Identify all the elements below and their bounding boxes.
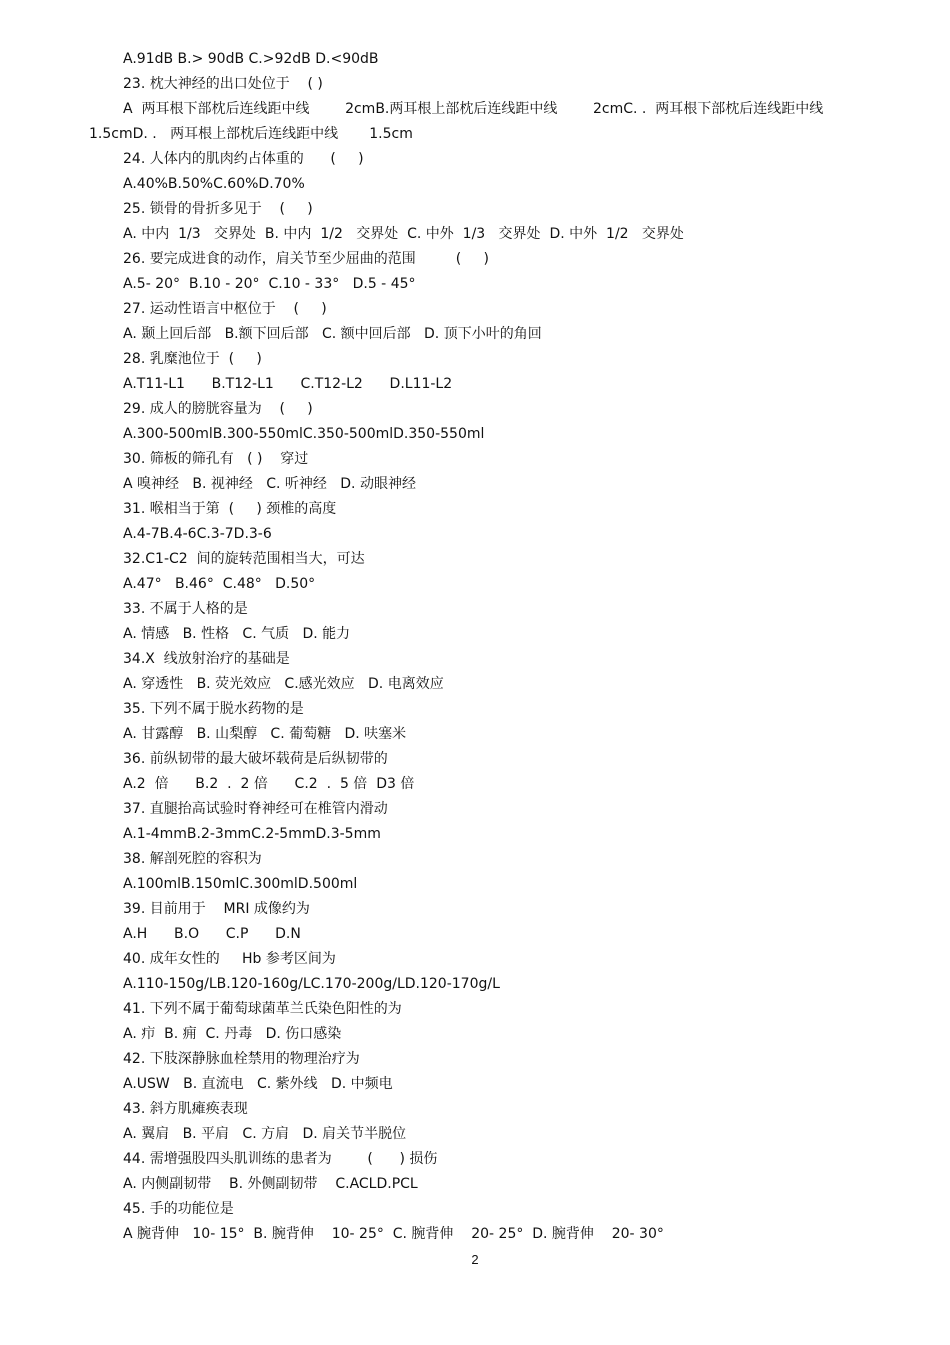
question-38: 38. 解剖死腔的容积为 — [123, 851, 262, 867]
options-34: A. 穿透性 B. 荧光效应 C.感光效应 D. 电离效应 — [123, 676, 444, 692]
options-24: A.40%B.50%C.60%D.70% — [123, 176, 305, 192]
options-35: A. 甘露醇 B. 山梨醇 C. 葡萄糖 D. 呋塞米 — [123, 726, 407, 742]
options-30: A 嗅神经 B. 视神经 C. 听神经 D. 动眼神经 — [123, 476, 416, 492]
question-41: 41. 下列不属于葡萄球菌革兰氏染色阳性的为 — [123, 1001, 402, 1017]
question-27: 27. 运动性语言中枢位于 ( ) — [123, 301, 327, 317]
question-24: 24. 人体内的肌肉约占体重的 ( ) — [123, 151, 364, 167]
question-34: 34.X 线放射治疗的基础是 — [123, 651, 290, 667]
question-37: 37. 直腿抬高试验时脊神经可在椎管内滑动 — [123, 801, 388, 817]
question-28: 28. 乳糜池位于 ( ) — [123, 351, 262, 367]
options-40: A.110-150g/LB.120-160g/LC.170-200g/LD.120-170g/L — [123, 976, 500, 992]
options-23-continued: 1.5cmD. . 两耳根上部枕后连线距中线 1.5cm — [89, 126, 413, 142]
options-33: A. 情感 B. 性格 C. 气质 D. 能力 — [123, 626, 351, 642]
question-23: 23. 枕大神经的出口处位于 ( ) — [123, 76, 323, 92]
question-44: 44. 需增强股四头肌训练的患者为 ( ) 损伤 — [123, 1151, 438, 1167]
options-37: A.1-4mmB.2-3mmC.2-5mmD.3-5mm — [123, 826, 381, 842]
options-38: A.100mlB.150mlC.300mlD.500ml — [123, 876, 358, 892]
options-26: A.5- 20° B.10 - 20° C.10 - 33° D.5 - 45° — [123, 276, 416, 292]
question-29: 29. 成人的膀胱容量为 ( ) — [123, 401, 313, 417]
options-25: A. 中内 1/3 交界处 B. 中内 1/2 交界处 C. 中外 1/3 交界处 D. 中外 1/2 交界处 — [123, 226, 684, 242]
options-28: A.T11-L1 B.T12-L1 C.T12-L2 D.L11-L2 — [123, 376, 453, 392]
question-36: 36. 前纵韧带的最大破坏载荷是后纵韧带的 — [123, 751, 388, 767]
question-43: 43. 斜方肌瘫痪表现 — [123, 1101, 248, 1117]
options-31: A.4-7B.4-6C.3-7D.3-6 — [123, 526, 272, 542]
question-26: 26. 要完成进食的动作，肩关节至少屈曲的范围 ( ) — [123, 251, 489, 267]
question-45: 45. 手的功能位是 — [123, 1201, 234, 1217]
options-27: A. 颞上回后部 B.额下回后部 C. 额中回后部 D. 顶下小叶的角回 — [123, 326, 542, 342]
question-42: 42. 下肢深静脉血栓禁用的物理治疗为 — [123, 1051, 360, 1067]
question-32: 32.C1-C2 间的旋转范围相当大，可达 — [123, 551, 365, 567]
options-23: A 两耳根下部枕后连线距中线 2cmB.两耳根上部枕后连线距中线 2cmC. . 两耳根下部枕后连线距中线 — [123, 101, 824, 117]
question-35: 35. 下列不属于脱水药物的是 — [123, 701, 304, 717]
options-42: A.USW B. 直流电 C. 紫外线 D. 中频电 — [123, 1076, 393, 1092]
text-line: A.91dB B.> 90dB C.>92dB D.<90dB — [123, 51, 379, 67]
question-30: 30. 筛板的筛孔有 ( ) 穿过 — [123, 451, 309, 467]
question-33: 33. 不属于人格的是 — [123, 601, 248, 617]
question-40: 40. 成年女性的 Hb 参考区间为 — [123, 951, 336, 967]
options-39: A.H B.O C.P D.N — [123, 926, 301, 942]
page-number: 2 — [471, 1252, 479, 1267]
options-44: A. 内侧副韧带 B. 外侧副韧带 C.ACLD.PCL — [123, 1176, 418, 1192]
options-43: A. 翼肩 B. 平肩 C. 方肩 D. 肩关节半脱位 — [123, 1126, 407, 1142]
options-29: A.300-500mlB.300-550mlC.350-500mlD.350-550ml — [123, 426, 485, 442]
options-32: A.47° B.46° C.48° D.50° — [123, 576, 316, 592]
question-39: 39. 目前用于 MRI 成像约为 — [123, 901, 310, 917]
question-25: 25. 锁骨的骨折多见于 ( ) — [123, 201, 313, 217]
question-31: 31. 喉相当于第 ( ) 颈椎的高度 — [123, 501, 337, 517]
options-36: A.2 倍 B.2 . 2 倍 C.2 . 5 倍 D3 倍 — [123, 776, 415, 792]
options-41: A. 疖 B. 痈 C. 丹毒 D. 伤口感染 — [123, 1026, 342, 1042]
options-45: A 腕背伸 10- 15° B. 腕背伸 10- 25° C. 腕背伸 20- 25° D. 腕背伸 20- 30° — [123, 1226, 664, 1242]
